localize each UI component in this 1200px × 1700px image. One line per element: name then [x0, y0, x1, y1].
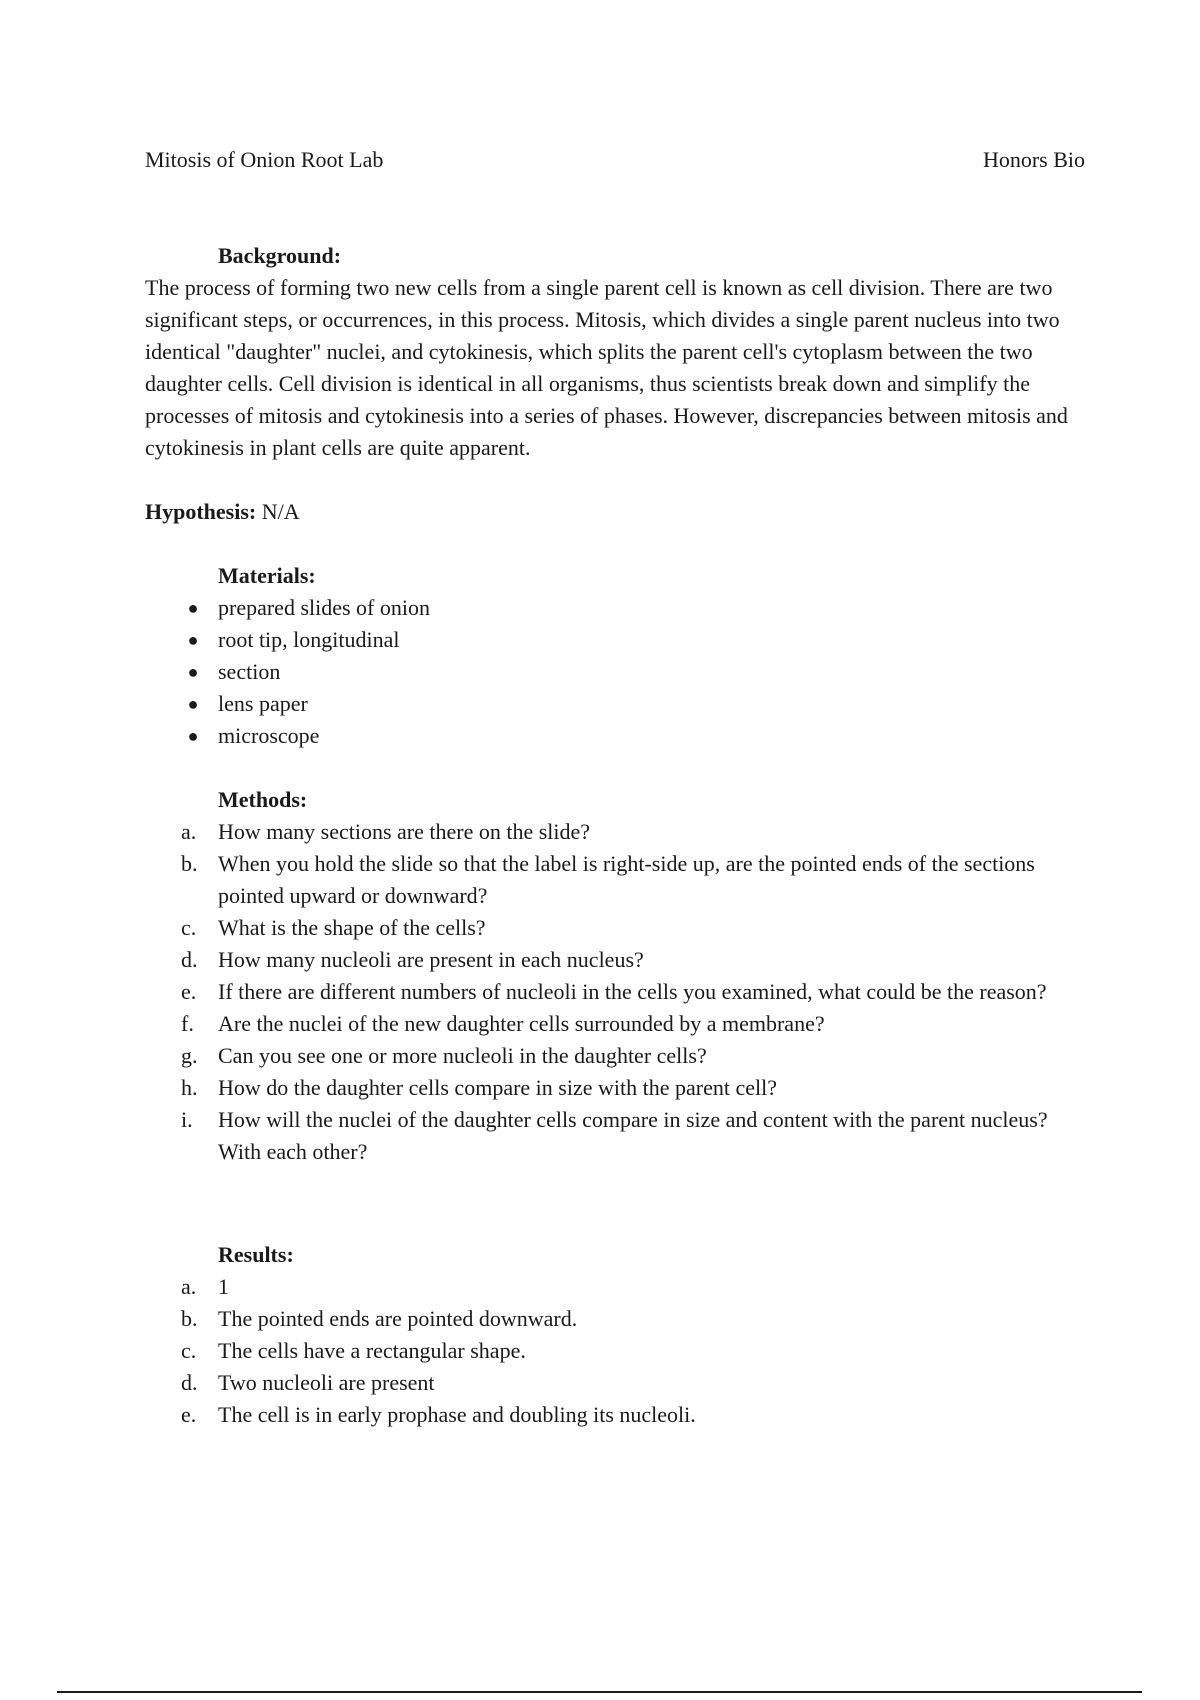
list-item: [145, 624, 1085, 656]
list-item: [145, 848, 1085, 912]
list-item-text: How will the nuclei of the daughter cells compare in size and content with the parent nucleus? With each other?: [218, 1107, 1048, 1164]
list-letter: a.: [181, 819, 197, 844]
bullet-icon: ●: [187, 726, 199, 746]
bullet-icon: ●: [187, 630, 199, 650]
list-letter: b.: [181, 1306, 198, 1331]
list-item: [145, 688, 1085, 720]
list-item-text: 1: [218, 1274, 229, 1299]
list-item: [145, 1104, 1085, 1168]
list-item-text: Can you see one or more nucleoli in the daughter cells?: [218, 1043, 707, 1068]
bullet-icon: ●: [187, 694, 199, 714]
list-item: [145, 1072, 1085, 1104]
hypothesis-value: N/A: [256, 499, 300, 524]
list-item-text: microscope: [218, 723, 320, 748]
document-header: [145, 144, 1085, 176]
list-item: [145, 656, 1085, 688]
list-letter: a.: [181, 1274, 197, 1299]
list-item-text: What is the shape of the cells?: [218, 915, 486, 940]
list-item-text: section: [218, 659, 281, 684]
materials-heading: Materials:: [218, 563, 316, 588]
list-item: [145, 944, 1085, 976]
results-section: [145, 1239, 1085, 1431]
list-item: [145, 592, 1085, 624]
hypothesis-label: Hypothesis:: [145, 499, 257, 524]
list-item-text: How many sections are there on the slide?: [218, 819, 591, 844]
list-letter: h.: [181, 1075, 198, 1100]
course-name: Honors Bio: [982, 147, 1085, 172]
list-item: [145, 1008, 1085, 1040]
bullet-icon: ●: [187, 598, 199, 618]
list-letter: c.: [181, 915, 197, 940]
methods-list: [145, 816, 1085, 1168]
materials-section: [145, 560, 1085, 752]
list-item: [145, 816, 1085, 848]
methods-section: [145, 784, 1085, 1168]
list-item-text: How many nucleoli are present in each nucleus?: [218, 947, 644, 972]
results-list: [145, 1271, 1085, 1431]
list-item-text: The cells have a rectangular shape.: [218, 1338, 526, 1363]
list-item-text: The cell is in early prophase and doubling its nucleoli.: [218, 1402, 696, 1427]
results-heading: Results:: [218, 1242, 294, 1267]
list-item: [145, 976, 1085, 1008]
list-letter: e.: [181, 979, 197, 1004]
list-letter: f.: [181, 1011, 194, 1036]
list-item: [145, 1303, 1085, 1335]
page-bottom-divider: [57, 1691, 1142, 1693]
background-heading: Background:: [218, 243, 342, 268]
list-item: [145, 912, 1085, 944]
materials-list: [145, 592, 1085, 752]
list-letter: c.: [181, 1338, 197, 1363]
list-item-text: When you hold the slide so that the label is right-side up, are the pointed ends of the sections pointed upward or downward?: [218, 851, 1035, 908]
document-title: Mitosis of Onion Root Lab: [145, 147, 384, 172]
hypothesis-line: [145, 496, 1085, 528]
list-letter: i.: [181, 1107, 193, 1132]
list-item: [145, 1271, 1085, 1303]
document-page: [145, 0, 1085, 1700]
list-item: [145, 1040, 1085, 1072]
list-item: [145, 1399, 1085, 1431]
list-item: [145, 720, 1085, 752]
bullet-icon: ●: [187, 662, 199, 682]
list-letter: g.: [181, 1043, 198, 1068]
list-item-text: If there are different numbers of nucleoli in the cells you examined, what could be the reason?: [218, 979, 1047, 1004]
list-item-text: root tip, longitudinal: [218, 627, 400, 652]
list-item-text: The pointed ends are pointed downward.: [218, 1306, 578, 1331]
list-item-text: prepared slides of onion: [218, 595, 430, 620]
hypothesis-section: [145, 496, 1085, 528]
list-letter: e.: [181, 1402, 197, 1427]
list-item-text: lens paper: [218, 691, 308, 716]
list-letter: d.: [181, 1370, 198, 1395]
list-item-text: How do the daughter cells compare in size with the parent cell?: [218, 1075, 777, 1100]
list-item-text: Two nucleoli are present: [218, 1370, 435, 1395]
background-section: [145, 240, 1085, 464]
list-item-text: Are the nuclei of the new daughter cells surrounded by a membrane?: [218, 1011, 825, 1036]
list-letter: d.: [181, 947, 198, 972]
list-letter: b.: [181, 851, 198, 876]
list-item: [145, 1367, 1085, 1399]
list-item: [145, 1335, 1085, 1367]
background-paragraph: The process of forming two new cells from a single parent cell is known as cell division. There are two significant steps, or occurrences, in this process. Mitosis, which divides a single parent nucleus into two identical "daughter" nuclei, and cytokinesis, which splits the parent cell's cytoplasm between the two daughter cells. Cell division is identical in all organisms, thus scientists break down and simplify the processes of mitosis and cytokinesis into a series of phases. However, discrepancies between mitosis and cytokinesis in plant cells are quite apparent.: [145, 275, 1068, 460]
methods-heading: Methods:: [218, 787, 308, 812]
